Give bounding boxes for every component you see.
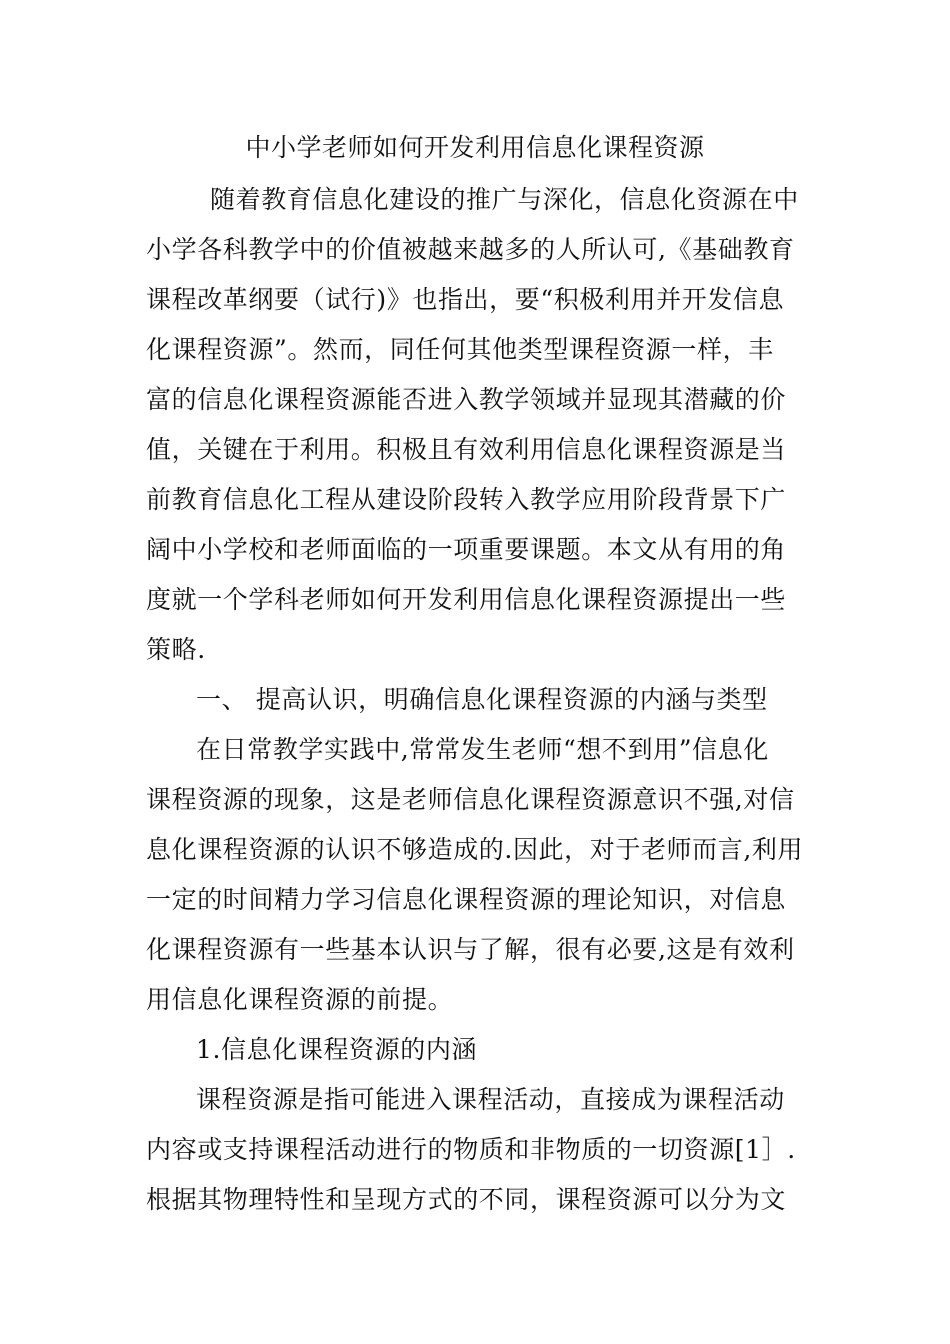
paragraph-line: 策略. <box>146 635 206 664</box>
paragraph-line: 值，关键在于利用。积极且有效利用信息化课程资源是当 <box>146 435 787 464</box>
paragraph-line: 根据其物理特性和呈现方式的不同，课程资源可以分为文 <box>146 1185 787 1214</box>
section-heading: 一、 提高认识，明确信息化课程资源的内涵与类型 <box>196 685 768 714</box>
paragraph-line: 课程资源是指可能进入课程活动，直接成为课程活动 <box>196 1085 785 1114</box>
paragraph-line: 一定的时间精力学习信息化课程资源的理论知识，对信息 <box>146 885 787 914</box>
paragraph-line: 用信息化课程资源的前提。 <box>146 985 454 1014</box>
paragraph-line: 息化课程资源的认识不够造成的.因此，对于老师而言,利用 <box>146 835 804 864</box>
paragraph-line: 度就一个学科老师如何开发利用信息化课程资源提出一些 <box>146 585 787 614</box>
paragraph-line: 前教育信息化工程从建设阶段转入教学应用阶段背景下广 <box>146 485 787 514</box>
subsection-heading: 1.信息化课程资源的内涵 <box>196 1035 478 1064</box>
paragraph-line: 小学各科教学中的价值被越来越多的人所认可,《基础教育 <box>146 235 795 264</box>
paragraph-line: 富的信息化课程资源能否进入教学领域并显现其潜藏的价 <box>146 385 787 414</box>
paragraph-line: 内容或支持课程活动进行的物质和非物质的一切资源[1］. <box>146 1135 796 1164</box>
paragraph-line: 课程资源的现象，这是老师信息化课程资源意识不强,对信 <box>146 785 795 814</box>
document-title: 中小学老师如何开发利用信息化课程资源 <box>245 133 705 162</box>
paragraph-line: 在日常教学实践中,常常发生老师“想不到用”信息化 <box>196 735 769 764</box>
paragraph-line: 化课程资源”。然而，同任何其他类型课程资源一样，丰 <box>146 335 774 364</box>
paragraph-line: 课程改革纲要（试行)》也指出，要“积极利用并开发信息 <box>146 285 785 314</box>
paragraph-line: 随着教育信息化建设的推广与深化，信息化资源在中 <box>210 185 799 214</box>
paragraph-line: 化课程资源有一些基本认识与了解，很有必要,这是有效利 <box>146 935 795 964</box>
paragraph-line: 阔中小学校和老师面临的一项重要课题。本文从有用的角 <box>146 535 787 564</box>
